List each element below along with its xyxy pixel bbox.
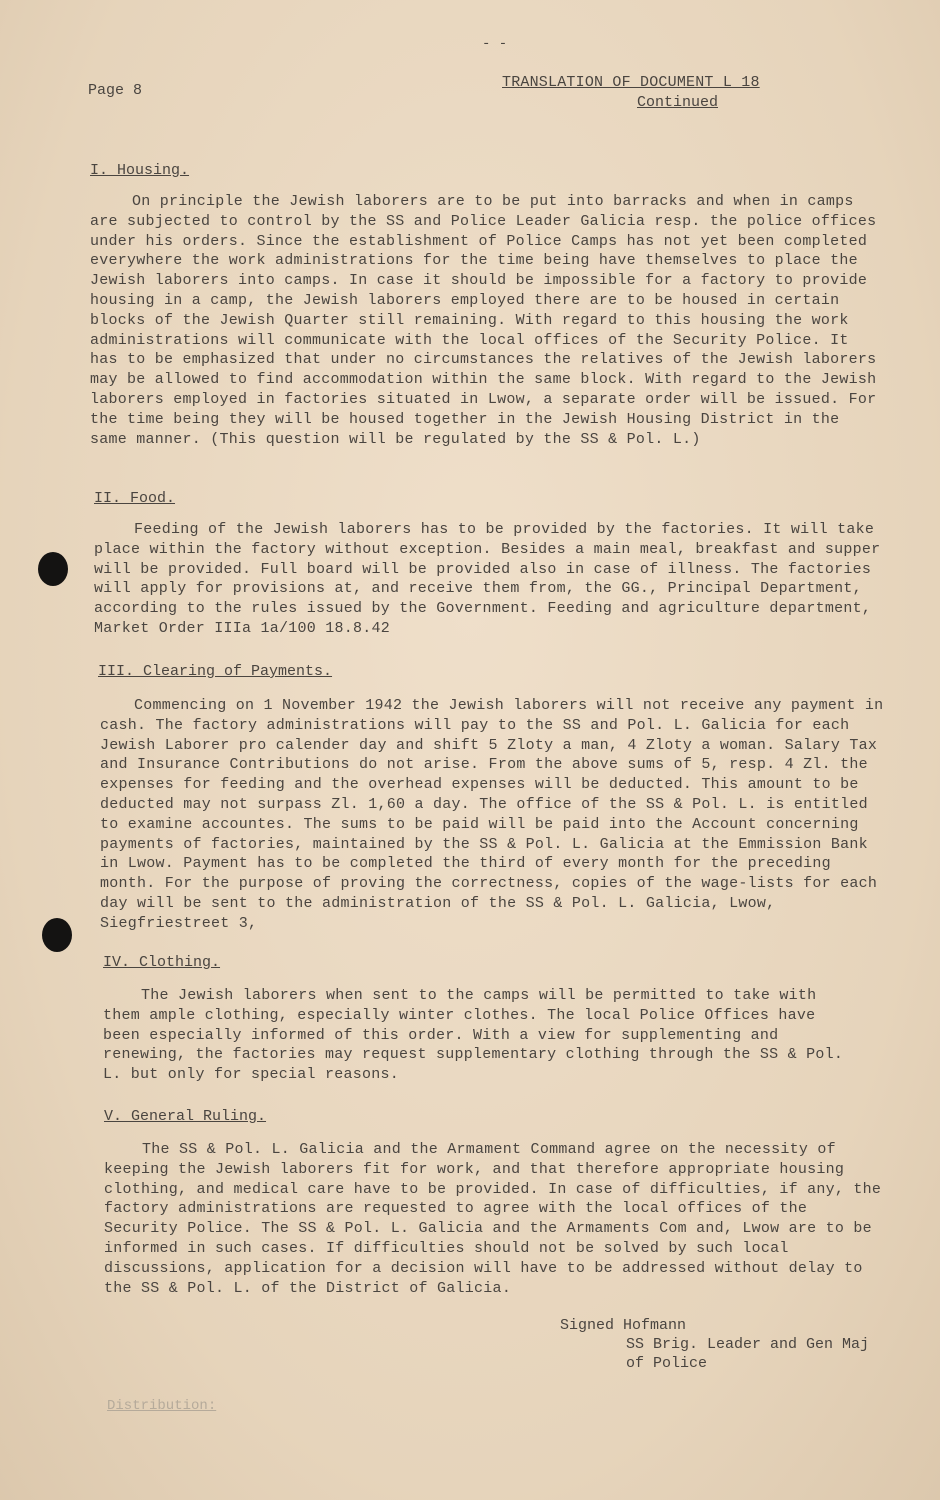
- section-heading-payments: III. Clearing of Payments.: [98, 663, 333, 680]
- distribution-label: Distribution:: [107, 1398, 217, 1414]
- section-text-food: Feeding of the Jewish laborers has to be provided by the factories. It will take place within the factory without exception. Besides a main meal, breakfast and supper will be provided. Full board will be provided also in case of illness. The factories will apply for provisions at, and receive them from, the GG., Principal Department, according to the rules issued by the Government. Feeding and agriculture department, Market Order IIIa 1a/100 18.8.42: [94, 521, 881, 637]
- signature-name: Signed Hofmann: [560, 1317, 687, 1334]
- section-heading-housing: I. Housing.: [90, 162, 190, 179]
- section-heading-food: II. Food.: [94, 490, 176, 507]
- document-title: TRANSLATION OF DOCUMENT L 18: [502, 74, 760, 91]
- signature-rank: SS Brig. Leader and Gen Maj: [626, 1336, 870, 1353]
- section-text-clothing: The Jewish laborers when sent to the camps will be permitted to take with them ample clothing, especially winter clothes. The local Police Offices have been especially informed of this order. With a view for supplementing and renewing, the factories may request supplementary clothing through the SS & Pol. L. but only for special reasons.: [103, 987, 844, 1084]
- section-text-housing: On principle the Jewish laborers are to be put into barracks and when in camps are subjected to control by the SS and Police Leader Galicia resp. the police offices under his orders. Since the establishment of Police Camps has not yet been completed everywhere the work administrations for the time being have themselves to place the Jewish laborers into camps. In case it should be impossible for a factory to provide housing in a camp, the Jewish laborers employed there are to be housed in certain blocks of the Jewish Quarter still remaining. With regard to this housing the work administrations will communicate with the local offices of the Security Police. It has to be emphasized that under no circumstances the relatives of the Jewish laborers may be allowed to find accommodation within the same block. With regard to the Jewish laborers employed in factories situated in Lwow, a separate order will be issued. For the time being they will be housed together in the Jewish Housing District in the same manner. (This question will be regulated by the SS & Pol. L.): [90, 193, 877, 448]
- section-heading-general: V. General Ruling.: [104, 1108, 267, 1125]
- header-mark: - -: [482, 36, 508, 52]
- signature-of-police: of Police: [626, 1355, 708, 1372]
- section-text-payments: Commencing on 1 November 1942 the Jewish laborers will not receive any payment in cash. The factory administrations will pay to the SS and Pol. L. Galicia for each Jewish Laborer pro calender day and shift 5 Zloty a man, 4 Zloty a woman. Salary Tax and Insurance Contributions do not arise. From the above sums of 5, resp. 4 Zl. the expenses for feeding and the overhead expenses will be deducted. This amount to be deducted may not surpass Zl. 1,60 a day. The office of the SS & Pol. L. is entitled to examine accountes. The sums to be paid will be paid into the Account concerning payments of factories, maintained by the SS & Pol. L. Galicia at the Emmission Bank in Lwow. Payment has to be completed the third of every month for the preceding month. For the purpose of proving the correctness, copies of the wage-lists for each day will be sent to the administration of the SS & Pol. L. Galicia, Lwow, Siegfriestreet 3,: [100, 697, 884, 932]
- continued-label: Continued: [637, 94, 719, 111]
- page-number: Page 8: [88, 82, 143, 99]
- section-heading-clothing: IV. Clothing.: [103, 954, 221, 971]
- section-text-general: The SS & Pol. L. Galicia and the Armament Command agree on the necessity of keeping the Jewish laborers fit for work, and that therefore appropriate housing clothing, and medical care have to be provided. In case of difficulties, if any, the factory administrations are requested to agree with the local offices of the Security Police. The SS & Pol. L. Galicia and the Armaments Com and, Lwow are to be informed in such cases. If difficulties should not be solved by such local discussions, application for a decision will have to be addressed without delay to the SS & Pol. L. of the District of Galicia.: [104, 1141, 882, 1297]
- punch-hole-bottom: [42, 918, 72, 952]
- punch-hole-top: [38, 552, 68, 586]
